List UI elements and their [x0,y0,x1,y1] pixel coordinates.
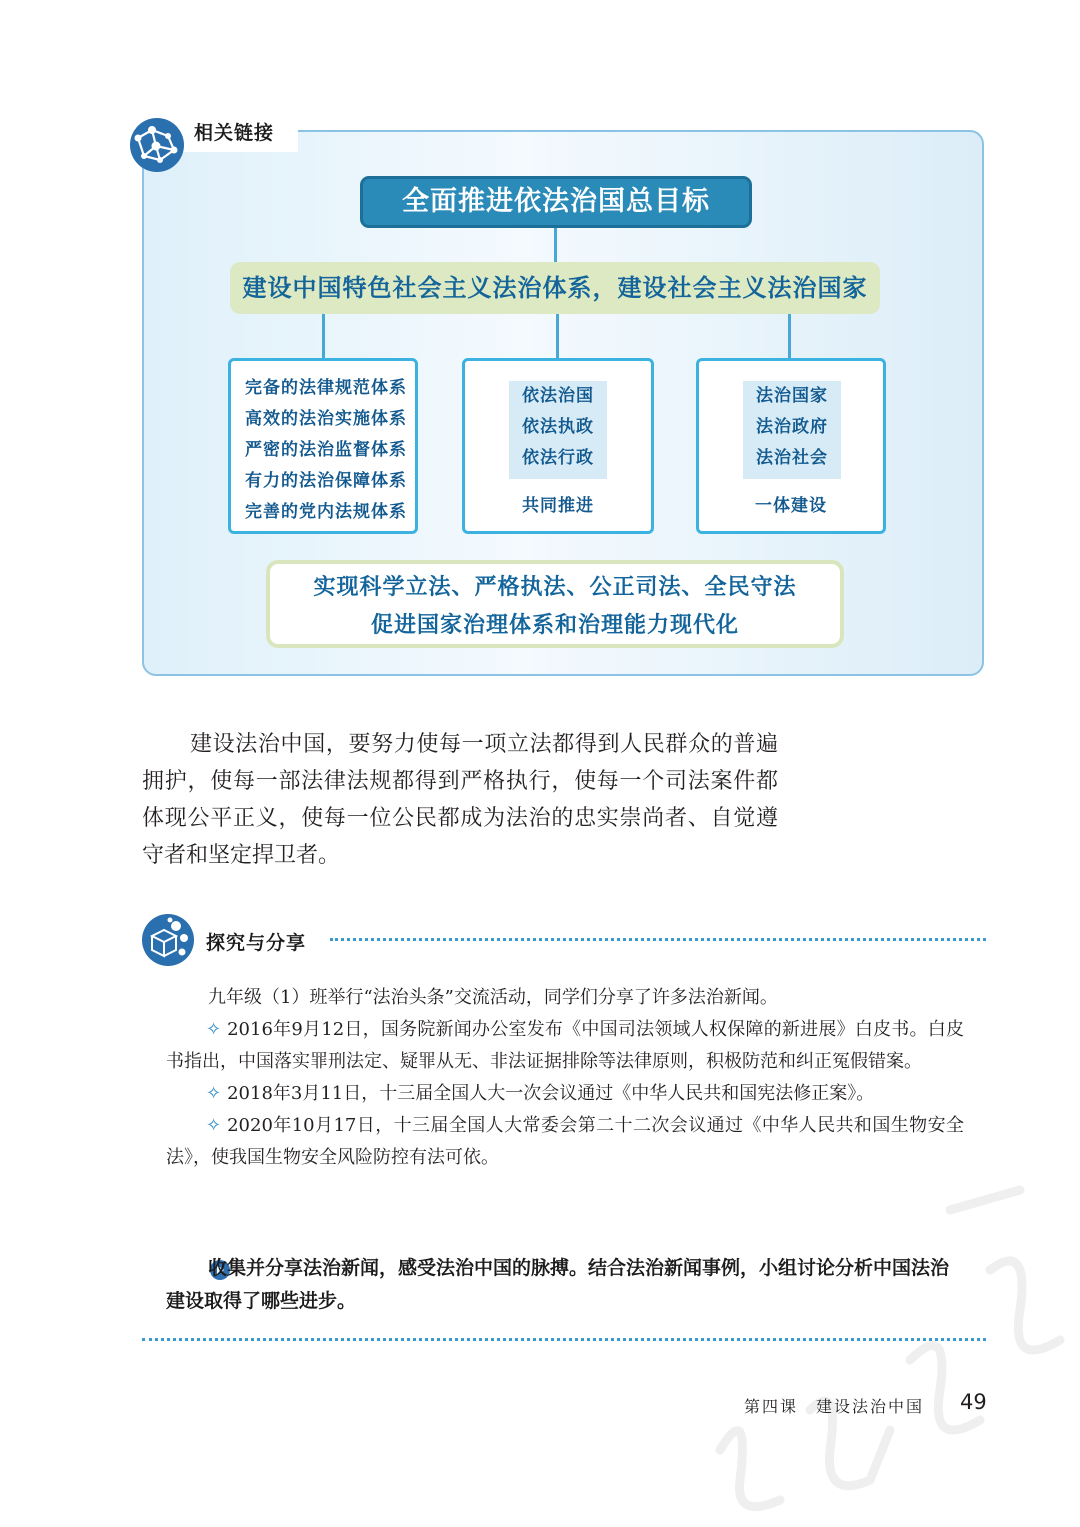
system-item: 高效的法治实施体系 [245,409,407,429]
related-links-heading: 相关链接 [194,122,275,144]
diamond-bullet-icon: ✧ [206,1115,222,1136]
system-item: 完善的党内法规体系 [245,502,407,522]
outcome-line-2: 促进国家治理体系和治理能力现代化 [370,613,739,638]
news-item: ✧ 2016年9月12日，国务院新闻办公室发布《中国司法领域人权保障的新进展》白皮书。白皮书指出，中国落实罪刑法定、疑罪从无、非法证据排除等法律原则，积极防范和纠正冤假错案。 [166,1019,964,1072]
system-item: 严密的法治监督体系 [245,440,407,460]
connector-line [322,314,325,358]
advance-caption: 共同推进 [522,496,594,516]
joint-advance-box [462,358,654,534]
connector-line [554,228,557,262]
advance-item: 依法行政 [522,448,594,468]
publisher-watermark [690,1150,1080,1527]
build-item: 法治国家 [756,386,828,406]
build-item: 法治政府 [756,417,828,437]
connector-line [788,314,791,358]
news-item: ✧ 2020年10月17日，十三届全国人大常委会第二十二次会议通过《中华人民共和国生物安全法》，使我国生物安全风险防控有法可依。 [166,1115,964,1168]
advance-item: 依法治国 [522,386,594,406]
outcome-line-1: 实现科学立法、严格执法、公正司法、全民守法 [313,575,797,600]
aim-box: 建设中国特色社会主义法治体系，建设社会主义法治国家 [230,262,880,314]
diamond-bullet-icon: ✧ [206,1019,222,1040]
legal-systems-box [228,358,418,534]
network-globe-icon [128,116,186,174]
integrated-build-box [696,358,886,534]
connector-line [556,314,559,358]
explore-content [166,982,964,1174]
build-item: 法治社会 [756,448,828,468]
explore-heading: 探究与分享 [206,932,307,954]
dotted-divider [330,938,986,941]
explore-intro: 九年级（1）班举行“法治头条”交流活动，同学们分享了许多法治新闻。 [208,987,778,1008]
footer-lesson-title: 第四课 建设法治中国 [744,1397,925,1416]
news-item: ✧ 2018年3月11日，十三届全国人大一次会议通过《中华人民共和国宪法修正案》。 [206,1083,875,1104]
body-paragraph: 建设法治中国，要努力使每一项立法都得到人民群众的普遍拥护，使每一部法律法规都得到严格执行，使每一个司法案件都体现公平正义，使每一位公民都成为法治的忠实崇尚者、自觉遵守者和坚定捍卫者。 [142,732,778,868]
advance-item: 依法执政 [522,417,594,437]
overall-goal-box: 全面推进依法治国总目标 [360,176,752,228]
build-caption: 一体建设 [755,496,827,516]
diamond-bullet-icon: ✧ [206,1083,222,1104]
system-item: 完备的法律规范体系 [245,378,407,398]
page-number: 49 [960,1390,987,1414]
outcome-box [266,560,844,648]
system-item: 有力的法治保障体系 [245,471,407,491]
cube-molecule-icon [140,912,196,968]
discussion-task: 收集并分享法治新闻，感受法治中国的脉搏。结合法治新闻事例，小组讨论分析中国法治建设取得了哪些进步。 [166,1257,950,1312]
